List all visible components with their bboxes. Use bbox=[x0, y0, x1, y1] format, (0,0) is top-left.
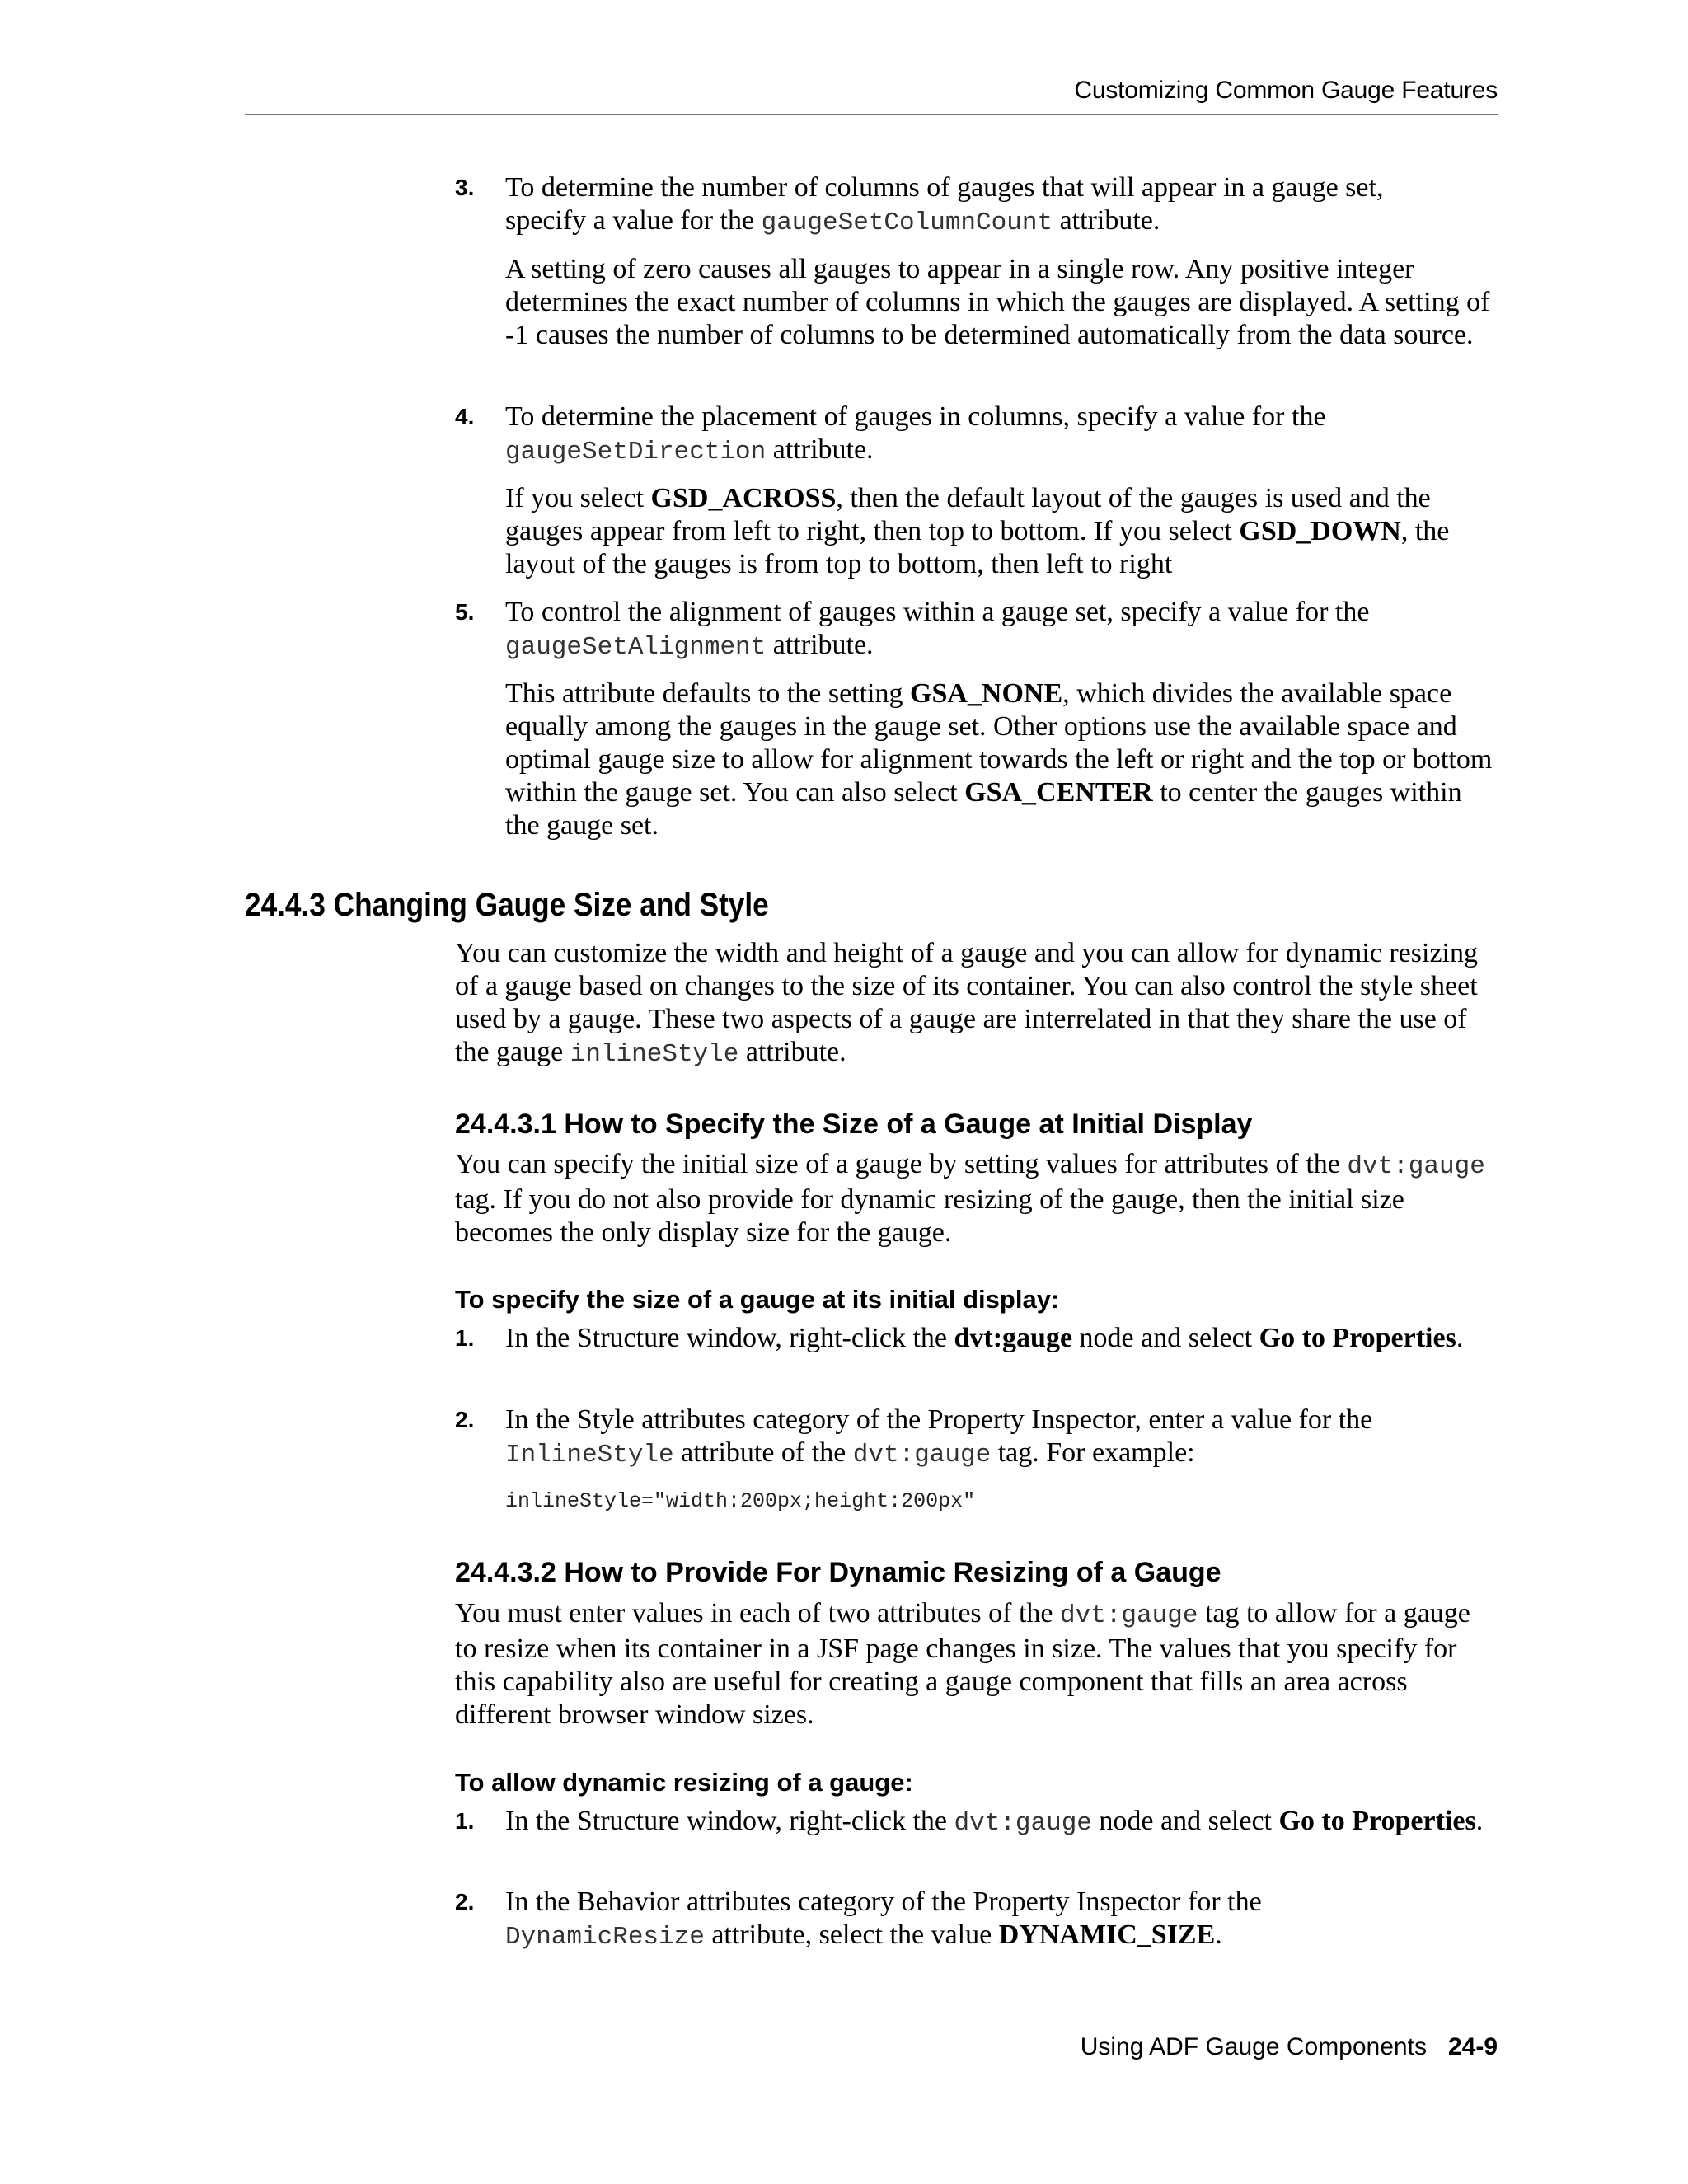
attribute-code: gaugeSetAlignment bbox=[505, 633, 767, 662]
section-intro: You can customize the width and height of a gauge and you can allow for dynamic resizing of a gauge based on changes to the size of its container. You can also control the style sheet used by a gauge. These two aspects of a gauge are interrelated in that they share the use of the gauge inlineStyle attribute. bbox=[455, 938, 1478, 1069]
step-note: This attribute defaults to the setting GSA_NONE, which divides the available space equally among the gauges in the gauge set. Other options use the available space and optimal gauge size to allow for alignment towards the left or right and the top or bottom within the gauge set. You can also select GSA_CENTER to center the gauges within the gauge set. bbox=[505, 678, 1493, 841]
attribute-code: gaugeSetDirection bbox=[505, 438, 767, 466]
step-number: 2. bbox=[455, 1889, 475, 1915]
attribute-code: InlineStyle bbox=[505, 1441, 674, 1469]
tag-code: dvt:gauge bbox=[1060, 1601, 1198, 1630]
procedure-title: To specify the size of a gauge at its initial display: bbox=[455, 1285, 1060, 1314]
code-example: inlineStyle="width:200px;height:200px" bbox=[505, 1489, 976, 1513]
subsection-paragraph: You must enter values in each of two attributes of the dvt:gauge tag to allow for a gauge to resize when its container in a JSF page changes in size. The values that you specify for this capability also are useful for creating a gauge component that fills an area across different browser window sizes. bbox=[455, 1598, 1470, 1730]
step-number: 4. bbox=[455, 404, 475, 429]
section-heading: 24.4.3 Changing Gauge Size and Style bbox=[245, 887, 769, 923]
procedure-title: To allow dynamic resizing of a gauge: bbox=[455, 1768, 913, 1797]
step-text: To determine the number of columns of gauges that will appear in a gauge set, specify a value for the gaugeSetColumnCount attribute. bbox=[505, 172, 1384, 237]
step-number: 1. bbox=[455, 1325, 475, 1351]
subsection-paragraph: You can specify the initial size of a gauge by setting values for attributes of the dvt:gauge tag. If you do not also provide for dynamic resizing of the gauge, then the initial size becomes the only display size for the gauge. bbox=[455, 1149, 1485, 1248]
attribute-code: gaugeSetColumnCount bbox=[761, 209, 1053, 237]
step-text: To control the alignment of gauges within a gauge set, specify a value for the gaugeSetAlignment attribute. bbox=[505, 597, 1370, 662]
tag-code: dvt:gauge bbox=[852, 1441, 992, 1469]
subsection-heading: 24.4.3.1 How to Specify the Size of a Gauge at Initial Display bbox=[455, 1108, 1253, 1140]
subsection-heading: 24.4.3.2 How to Provide For Dynamic Resizing of a Gauge bbox=[455, 1557, 1221, 1588]
step-number: 5. bbox=[455, 599, 475, 625]
step-number: 3. bbox=[455, 175, 475, 200]
attribute-code: DynamicResize bbox=[505, 1923, 705, 1952]
step-note: A setting of zero causes all gauges to appear in a single row. Any positive integer determines the exact number of columns in which the gauges are displayed. A setting of -1 causes the number of columns to be determined automatically from the data source. bbox=[505, 254, 1490, 350]
tag-code: dvt:gauge bbox=[1347, 1152, 1485, 1181]
step-text: To determine the placement of gauges in columns, specify a value for the gaugeSetDirection attribute. bbox=[505, 401, 1326, 466]
attribute-code: inlineStyle bbox=[570, 1040, 739, 1069]
running-header-title: Customizing Common Gauge Features bbox=[1074, 77, 1498, 104]
page-footer bbox=[1081, 2029, 1498, 2065]
step-text: In the Behavior attributes category of the Property Inspector for the DynamicResize attribute, select the value DYNAMIC_SIZE. bbox=[505, 1886, 1262, 1952]
footer-title: Using ADF Gauge Components bbox=[1080, 2033, 1427, 2060]
tag-code: dvt:gauge bbox=[954, 1809, 1092, 1838]
step-text: In the Style attributes category of the Property Inspector, enter a value for the InlineStyle attribute of the dvt:gauge tag. For example: bbox=[505, 1404, 1373, 1469]
running-header bbox=[245, 73, 1498, 115]
step-text: In the Structure window, right-click the dvt:gauge node and select Go to Properties. bbox=[505, 1323, 1464, 1353]
page-number: 24-9 bbox=[1447, 2033, 1498, 2060]
step-number: 2. bbox=[455, 1407, 475, 1432]
step-text: In the Structure window, right-click the dvt:gauge node and select Go to Properties. bbox=[505, 1806, 1484, 1838]
step-number: 1. bbox=[455, 1808, 475, 1834]
step-note: If you select GSD_ACROSS, then the default layout of the gauges is used and the gauges appear from left to right, then top to bottom. If you select GSD_DOWN, the layout of the gauges is from top to bottom, then left to right bbox=[505, 483, 1450, 579]
